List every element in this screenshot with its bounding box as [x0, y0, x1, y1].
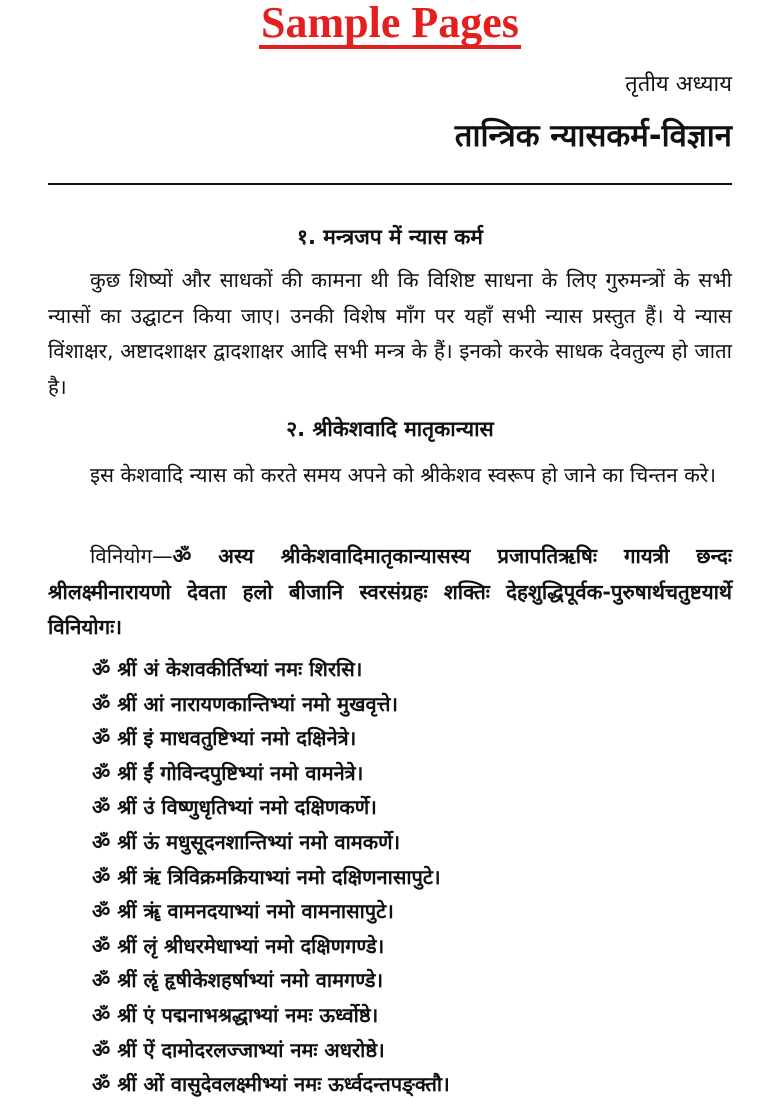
- mantra-line: ॐ श्रीं ऐं दामोदरलज्जाभ्यां नमः अधरोष्ठे।: [92, 1037, 385, 1062]
- mantra-line: ॐ श्रीं इं माधवतुष्टिभ्यां नमो दक्षिनेत्रे।: [92, 726, 357, 751]
- mantra-line: ॐ श्रीं ॠं वामनदयाभ्यां नमो वामनासापुटे।: [92, 899, 394, 924]
- mantra-line: ॐ श्रीं ऋं त्रिविक्रमक्रियाभ्यां नमो दक्षिणनासापुटे।: [92, 864, 441, 889]
- mantra-line: ॐ श्रीं अं केशवकीर्तिभ्यां नमः शिरसि।: [92, 657, 363, 681]
- chapter-label: तृतीय अध्याय: [625, 72, 732, 97]
- banner-text: Sample Pages: [261, 0, 519, 47]
- section-heading-2: २. श्रीकेशवादि मातृकान्यास: [286, 417, 494, 441]
- mantra-line: ॐ श्रीं एं पद्मनाभश्रद्धाभ्यां नमः ऊर्ध्वोष्ठे।: [92, 1002, 379, 1027]
- viniyoga-prefix: विनियोग—: [90, 544, 173, 568]
- chapter-title: तान्त्रिक न्यासकर्म-विज्ञान: [454, 118, 732, 154]
- section-paragraph-1: कुछ शिष्यों और साधकों की कामना थी कि विशिष्ट साधना के लिए गुरुमन्त्रों के सभी न्यासों का उद्घाटन किया जाए। उनकी विशेष माँग पर यहाँ सभी न्यास प्रस्तुत हैं। ये न्यास विंशाक्षर, अष्टादशाक्षर द्वादशाक्षर आदि सभी मन्त्र के हैं। इनको करके साधक देवतुल्य हो जाता है।: [48, 268, 732, 399]
- mantra-line: ॐ श्रीं ओं वासुदेवलक्ष्मीभ्यां नमः ऊर्ध्वदन्तपङ्क्तौ।: [92, 1072, 450, 1097]
- section-paragraph-2: इस केशवादि न्यास को करते समय अपने को श्रीकेशव स्वरूप हो जाने का चिन्तन करे।: [90, 463, 717, 487]
- mantra-list: [92, 652, 732, 1102]
- viniyoga-paragraph: [48, 539, 732, 646]
- mantra-line: ॐ श्रीं आं नारायणकान्तिभ्यां नमो मुखवृत्ते।: [92, 691, 398, 716]
- mantra-line: ॐ श्रीं लृं श्रीधरमेधाभ्यां नमो दक्षिणगण्डे।: [92, 933, 385, 958]
- sample-pages-banner: [0, 0, 780, 49]
- mantra-line: ॐ श्रीं ॡं हृषीकेशहर्षाभ्यां नमो वामगण्डे।: [92, 968, 384, 993]
- mantra-line: ॐ श्रीं ईं गोविन्दपुष्टिभ्यां नमो वामनेत्रे।: [92, 760, 364, 785]
- section-heading-1: १. मन्त्रजप में न्यास कर्म: [297, 225, 483, 249]
- mantra-line: ॐ श्रीं उं विष्णुधृतिभ्यां नमो दक्षिणकर्णे।: [92, 795, 377, 820]
- mantra-line: ॐ श्रीं ऊं मधुसूदनशान्तिभ्यां नमो वामकर्णे।: [92, 829, 401, 854]
- header-divider: [48, 183, 732, 185]
- viniyoga-text: ॐ अस्य श्रीकेशवादिमातृकान्यासस्य प्रजापतिऋषिः गायत्री छन्दः श्रीलक्ष्मीनारायणो देवता हलो बीजानि स्वरसंग्रहः शक्तिः देहशुद्धिपूर्वक-पुरुषार्थचतुष्टयार्थे विनियोगः।: [48, 544, 732, 639]
